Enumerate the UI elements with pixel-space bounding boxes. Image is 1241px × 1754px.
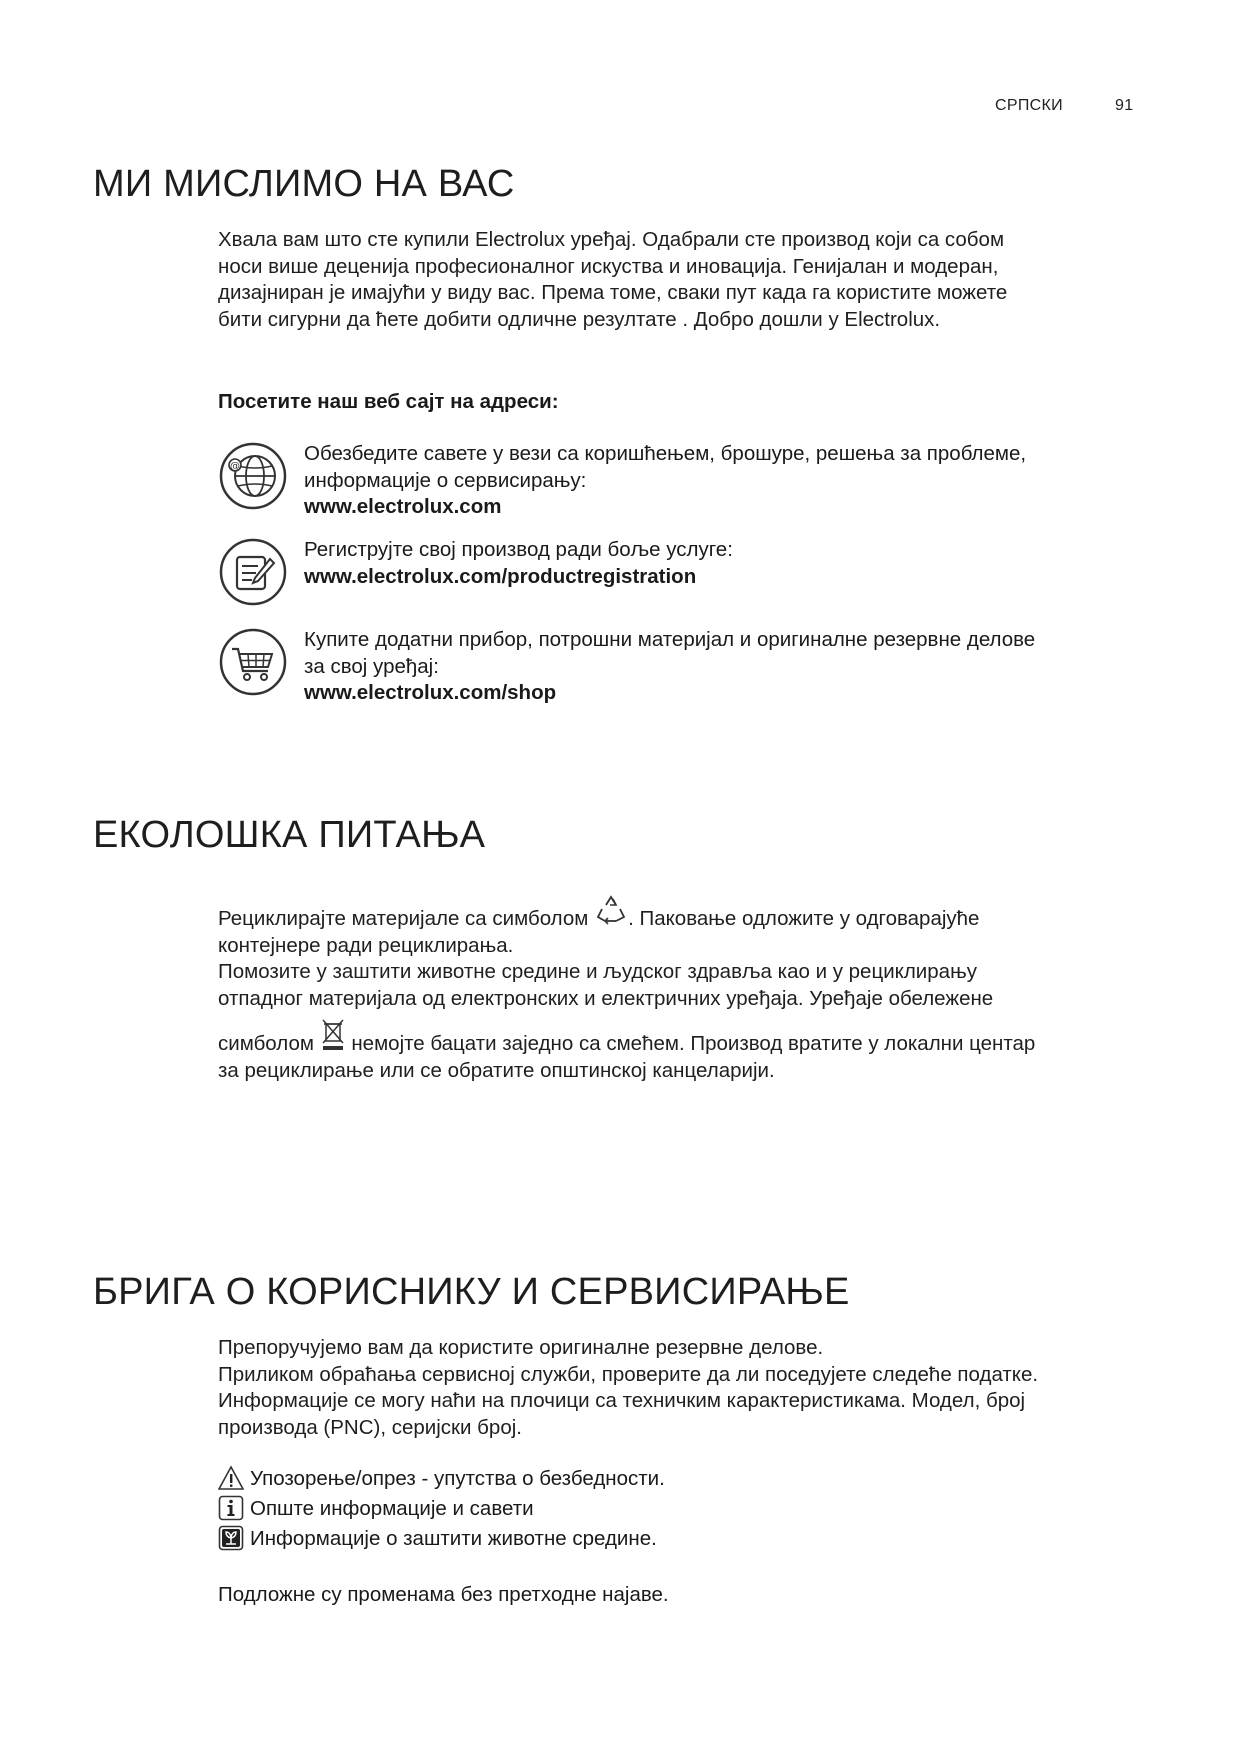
intro-line: дизајниран је имајући у виду вас. Према томе, сваки пут када га користите можете (218, 281, 1008, 304)
info-icon (218, 1495, 244, 1521)
environment-line (218, 1018, 1138, 1058)
footer-note: Подложне су променама без претходне најаве. (218, 1583, 669, 1606)
legend-label: Упозорење/опрез - упутства о безбедности. (250, 1467, 665, 1490)
environment-text: немојте бацати заједно са смећем. Производ вратите у локални центар (351, 1032, 1036, 1055)
environment-line (218, 893, 1138, 933)
link-description: Региструјте свој производ ради боље услуге: (304, 538, 733, 561)
legend-label: Опште информације и савети (250, 1497, 534, 1520)
page-header (995, 97, 1134, 115)
intro-line: носи више деценија професионалног искуства и иновација. Генијалан и модеран, (218, 254, 999, 278)
legend-label: Информације о заштити животне средине. (250, 1527, 657, 1550)
shopping-cart-icon (218, 627, 288, 697)
environment-line: за рециклирање или се обратите општинској канцеларији. (218, 1058, 775, 1082)
crossed-bin-icon (320, 1018, 346, 1052)
legend-warning (218, 1465, 665, 1492)
section-title-we-think-of-you: МИ МИСЛИМО НА ВАС (93, 163, 515, 205)
registration-icon (218, 537, 288, 607)
recycle-icon (594, 893, 628, 927)
link-description: за свој уређај: (304, 654, 439, 678)
environment-text: . Паковање одложите у одговарајуће (628, 907, 980, 930)
link-description: Обезбедите савете у вези са коришћењем, брошуре, решења за проблеме, (304, 442, 1027, 465)
customer-care-paragraph (218, 1335, 1138, 1441)
environment-line: отпадног материјала од електронских и електричних уређаја. Уређаје обележене (218, 986, 994, 1010)
environment-paragraph (218, 893, 1138, 1084)
section-title-environmental: ЕКОЛОШКА ПИТАЊА (93, 814, 486, 856)
link-description: информације о сервисирању: (304, 468, 587, 492)
shop-url-link[interactable]: www.electrolux.com/shop (304, 681, 557, 704)
intro-line: Хвала вам што сте купили Electrolux уређај. Одабрали сте производ који са собом (218, 228, 1005, 251)
legend-environment (218, 1525, 657, 1552)
warning-icon (218, 1465, 244, 1491)
customer-care-line: Препоручујемо вам да користите оригиналне резервне делове. (218, 1336, 824, 1359)
environment-text: Рециклирајте материјале са симболом (218, 907, 589, 930)
registration-url-link[interactable]: www.electrolux.com/productregistration (304, 564, 697, 588)
link-description: Купите додатни прибор, потрошни материјал и оригиналне резервне делове (304, 628, 1036, 651)
environment-text: симболом (218, 1032, 314, 1055)
support-url-link[interactable]: www.electrolux.com (304, 495, 502, 518)
customer-care-line: Информације се могу наћи на плочици са техничким карактеристикама. Модел, број (218, 1389, 1026, 1412)
customer-care-line: производа (PNC), серијски број. (218, 1415, 522, 1439)
section-title-customer-care: БРИГА О КОРИСНИКУ И СЕРВИСИРАЊЕ (93, 1271, 850, 1313)
page-number: 91 (1115, 97, 1134, 114)
legend-info (218, 1495, 534, 1522)
globe-icon (218, 441, 288, 511)
svg-text:@: @ (230, 461, 240, 472)
customer-care-line: Приликом обраћања сервисној служби, проверите да ли поседујете следеће податке. (218, 1362, 1039, 1386)
environment-line: контејнере ради рециклирања. (218, 933, 514, 957)
intro-paragraph (218, 227, 1138, 333)
environment-icon (218, 1525, 244, 1551)
environment-line: Помозите у заштити животне средине и људског здравља као и у рециклирању (218, 960, 977, 983)
visit-website-label: Посетите наш веб сајт на адреси: (218, 390, 559, 413)
language-label: СРПСКИ (995, 97, 1063, 114)
intro-line: бити сигурни да ћете добити одличне резултате . Добро дошли у Electrolux. (218, 307, 941, 331)
